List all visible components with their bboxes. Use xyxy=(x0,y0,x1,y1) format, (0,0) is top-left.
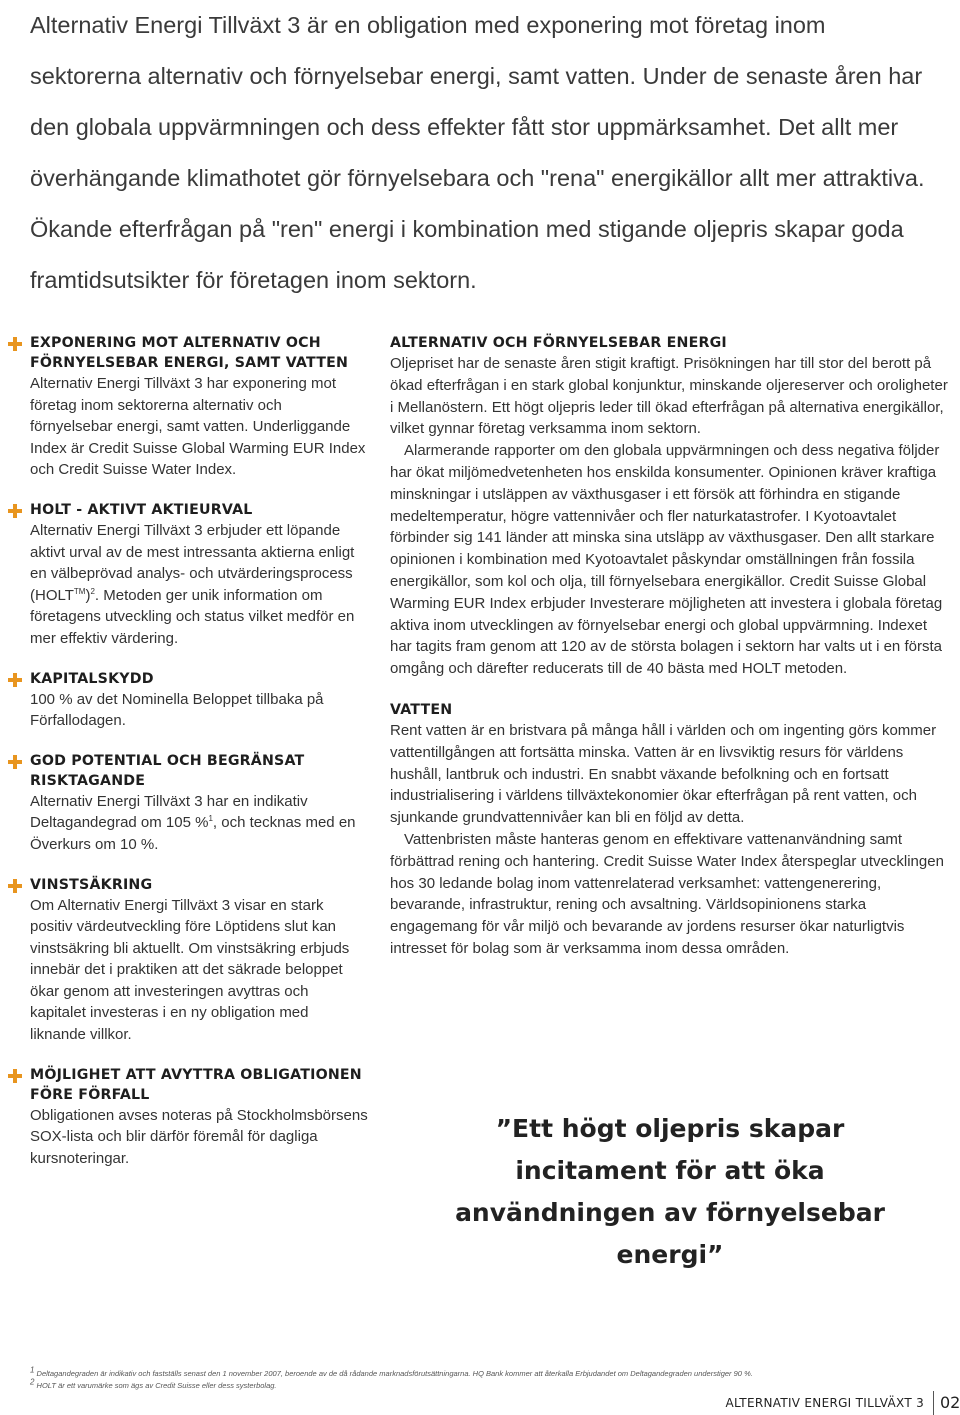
footnote-number: 2 xyxy=(30,1377,35,1387)
section-body: 100 % av det Nominella Beloppet tillbaka på Förfallodagen. xyxy=(30,690,324,730)
section-body xyxy=(30,791,368,856)
plus-icon xyxy=(8,1069,22,1083)
section-potential xyxy=(8,751,368,856)
footnotes xyxy=(30,1365,930,1392)
section-body xyxy=(30,520,368,650)
plus-icon xyxy=(8,879,22,893)
body-text: , och tecknas med en Överkurs om 10 %. xyxy=(30,814,356,853)
section-paragraph: Alarmerande rapporter om den globala uppvärmningen och dess negativa följder har ökat miljömedvetenheten hos enskilda konsumenter. Opinionen kräver kraftiga minskningar i utsläppen av växthusgaser i ett försök att förhindra en stigande medeltemperatur, högre vattennivåer och fler naturkatastrofer. I Kyotoavtalet förbinder sig 141 länder att minska sina utsläpp av växthusgaser. Den allt starkare opinionen i kombination med Kyotoavtalet påskyndar omställningen från fossila energikällor, som kol och olja, till förnyelsebara energikällor. Credit Suisse Global Warming EUR Index erbjuder Investerare möjligheten att investera i globala företag aktiva inom utvecklingen av förnyelsebar energi och global uppvärmning. Indexet har tagits fram genom att 120 av de största bolagen i sektorn har valts ut i en första omgång och därefter reducerats till de 40 bästa med HOLT metoden. xyxy=(390,442,943,678)
section-heading: GOD POTENTIAL OCH BEGRÄNSAT RISKTAGANDE xyxy=(30,752,305,789)
section-heading: KAPITALSKYDD xyxy=(30,670,154,687)
section-body: Obligationen avses noteras på Stockholmsbörsens SOX-lista och blir därför föremål för dagliga kursnoteringar. xyxy=(30,1106,368,1167)
section-holt xyxy=(8,500,368,650)
section-heading: MÖJLIGHET ATT AVYTTRA OBLIGATIONEN FÖRE FÖRFALL xyxy=(30,1066,362,1103)
footnote-ref: 2 xyxy=(90,586,95,596)
section-paragraph: Rent vatten är en bristvara på många håll i världen och om ingenting görs kommer vattentillgången att fortsätta minska. Vatten är en livsviktig resurs för världens hushåll, lantbruk och industri. En snabbt växande befolkning och en fortsatt industrialisering i världens tillväxtekonomier ökar efterfrågan på rent vatten, och sjunkande grundvattennivåer kan bli en följd av detta. xyxy=(390,721,937,827)
section-avyttra xyxy=(8,1065,368,1170)
section-kapitalskydd xyxy=(8,669,368,732)
footnote-text: HOLT är ett varumärke som ägs av Credit Suisse eller dess systerbolag. xyxy=(36,1381,277,1390)
section-exponering xyxy=(8,333,368,481)
section-paragraph: Vattenbristen måste hanteras genom en effektivare vattenanvändning samt förbättrad rening och hantering. Credit Suisse Water Index återspeglar utvecklingen hos 30 ledande bolag inom vattenrelaterad verksamhet: vattengenerering, bevarande, infrastruktur, rening och avsaltning. Världsopinionens starka engagemang för vår miljö och bevarande av jordens resurser ökar naturligtvis intresset för bolag som är verksamma inom dessa områden. xyxy=(390,830,944,957)
footnote-text: Deltagandegraden är indikativ och fastställs senast den 1 november 2007, beroende av de då rådande marknadsförutsättningarna. HQ Bank kommer att återkalla Erbjudandet om Deltagandegraden understiger 90 %. xyxy=(36,1369,753,1378)
section-heading: ALTERNATIV OCH FÖRNYELSEBAR ENERGI xyxy=(390,335,727,351)
plus-icon xyxy=(8,337,22,351)
footer-title: ALTERNATIV ENERGI TILLVÄXT 3 xyxy=(725,1396,924,1410)
section-body: Om Alternativ Energi Tillväxt 3 visar en stark positiv värdeutveckling före Löptidens slut kan vinstsäkring bli aktuellt. Om vinstsäkring erbjuds innebär det i praktiken att det säkrade beloppet ökar genom att investeringen avyttras och kapitalet investeras i en ny obligation med liknande villkor. xyxy=(30,896,350,1044)
section-energi xyxy=(390,333,950,680)
section-heading: HOLT - AKTIVT AKTIEURVAL xyxy=(30,501,253,518)
page-number: 02 xyxy=(940,1393,960,1412)
plus-icon xyxy=(8,673,22,687)
section-heading: VATTEN xyxy=(390,701,453,718)
section-paragraph: Oljepriset har de senaste åren stigit kraftigt. Prisökningen har till stor del berott på ökad efterfrågan i en stark global konjunktur, minskande oljereserver och oroligheter i Mellanöstern. Ett högt oljepris leder till ökad efterfrågan på alternativa energikällor, vilket gynnar företag verksamma inom sektorn. xyxy=(390,355,948,438)
section-vinstsakring xyxy=(8,875,368,1046)
body-text: ) xyxy=(85,586,91,604)
section-vatten xyxy=(390,700,950,960)
body-text: Alternativ Energi Tillväxt 3 erbjuder ett löpande aktivt urval av de mest intressanta aktierna enligt en välbeprövad analys- och utvärderingsprocess (HOLT xyxy=(30,521,355,604)
section-body: Alternativ Energi Tillväxt 3 har exponering mot företag inom sektorerna alternativ och förnyelsebar energi, samt vatten. Underliggande Index är Credit Suisse Global Warming EUR Index och Credit Suisse Water Index. xyxy=(30,375,366,479)
footnote-number: 1 xyxy=(30,1365,35,1375)
plus-icon xyxy=(8,755,22,769)
body-text: . Metoden ger unik information om företagens utveckling och status vilket medför en mer effektiv värdering. xyxy=(30,586,355,647)
right-column xyxy=(390,333,950,980)
footnote xyxy=(30,1377,930,1392)
footer-divider xyxy=(933,1391,934,1415)
footnote-ref: 1 xyxy=(208,814,213,824)
footnote xyxy=(30,1365,930,1380)
intro-paragraph: Alternativ Energi Tillväxt 3 är en obligation med exponering mot företag inom sektorerna alternativ och förnyelsebar energi, samt vatten. Under de senaste åren har den globala uppvärmningen och dess effekter fått stor uppmärksamhet. Det allt mer överhängande klimathotet gör förnyelsebara och "rena" energikällor allt mer attraktiva. Ökande efterfrågan på "ren" energi i kombination med stigande oljepris skapar goda framtidsutsikter för företagen inom sektorn. xyxy=(30,12,925,293)
plus-icon xyxy=(8,504,22,518)
section-heading: EXPONERING MOT ALTERNATIV OCH FÖRNYELSEBAR ENERGI, SAMT VATTEN xyxy=(30,335,349,371)
pull-quote: ”Ett högt oljepris skapar incitament för att öka användningen av förnyelsebar energi” xyxy=(455,1114,885,1269)
left-column xyxy=(8,333,368,1188)
body-text: Alternativ Energi Tillväxt 3 har en indikativ Deltagandegrad om 105 % xyxy=(30,792,308,832)
trademark-mark: TM xyxy=(73,586,86,596)
section-heading: VINSTSÄKRING xyxy=(30,876,153,893)
